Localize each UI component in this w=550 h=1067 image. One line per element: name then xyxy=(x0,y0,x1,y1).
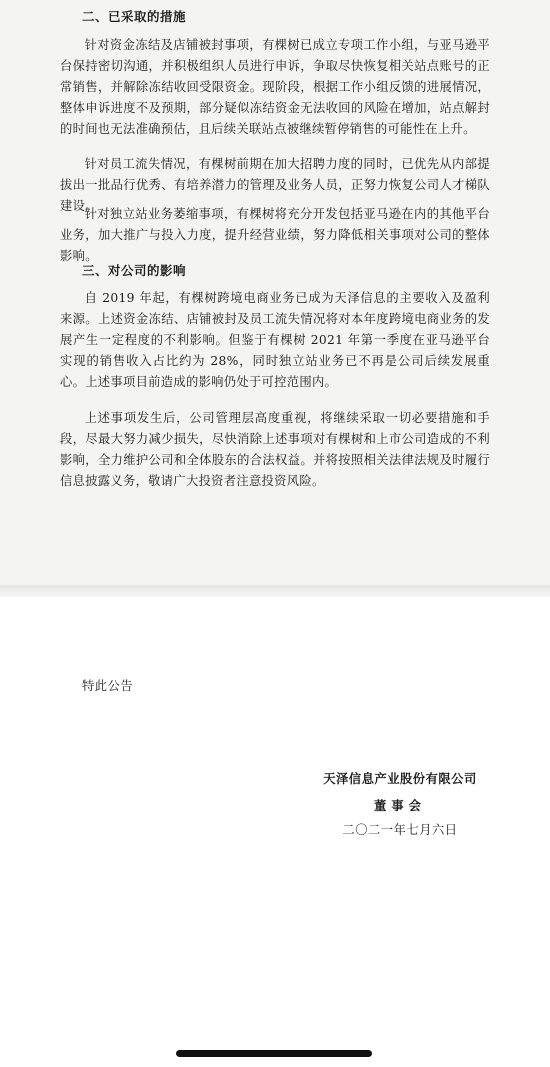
section-2-paragraph-2: 针对员工流失情况，有棵树前期在加大招聘力度的同时，已优先从内部提拔出一批品行优秀、有培养潜力的管理及业务人员，正努力恢复公司人才梯队建设。 xyxy=(60,157,490,213)
section-2-paragraph-3: 针对独立站业务萎缩事项，有棵树将充分开发包括亚马逊在内的其他平台业务，加大推广与投入力度，提升经营业绩，努力降低相关事项对公司的整体影响。 xyxy=(60,207,490,263)
section-3-paragraph-2: 上述事项发生后，公司管理层高度重视，将继续采取一切必要措施和手段，尽最大努力减少损失，尽快消除上述事项对有棵树和上市公司造成的不利影响，全力维护公司和全体股东的合法权益。并将按照相关法律法规及时履行信息披露义务，敬请广大投资者注意投资风险。 xyxy=(60,411,490,488)
signature-company: 天泽信息产业股份有限公司 xyxy=(323,772,477,786)
page-break xyxy=(0,585,550,597)
section-2-paragraph-1: 针对资金冻结及店铺被封事项，有棵树已成立专项工作小组，与亚马逊平台保持密切沟通，并积极组织人员进行申诉，争取尽快恢复相关站点账号的正常销售，并解除冻结收回受限资金。现阶段，根据工作小组反馈的进展情况，整体申诉进度不及预期，部分疑似冻结资金无法收回的风险在增加，站点解封的时间也无法准确预估，且后续关联站点被继续暂停销售的可能性在上升。 xyxy=(60,38,490,136)
closing-statement: 特此公告 xyxy=(82,679,134,693)
signature-date: 二〇二一年七月六日 xyxy=(342,823,458,837)
section-2-heading: 二、已采取的措施 xyxy=(82,9,187,24)
signature-board: 董事会 xyxy=(374,799,426,813)
section-3-heading: 三、对公司的影响 xyxy=(82,263,187,278)
home-indicator[interactable] xyxy=(176,1050,372,1057)
section-3-paragraph-1: 自 2019 年起，有棵树跨境电商业务已成为天泽信息的主要收入及盈利来源。上述资金冻结、店铺被封及员工流失情况将对本年度跨境电商业务的发展产生一定程度的不利影响。但鉴于有棵树 2021 年第一季度在亚马逊平台实现的销售收入占比约为 28%，同时独立站业务已不再是公司后续发展重心。上述事项目前造成的影响仍处于可控范围内。 xyxy=(60,291,490,389)
